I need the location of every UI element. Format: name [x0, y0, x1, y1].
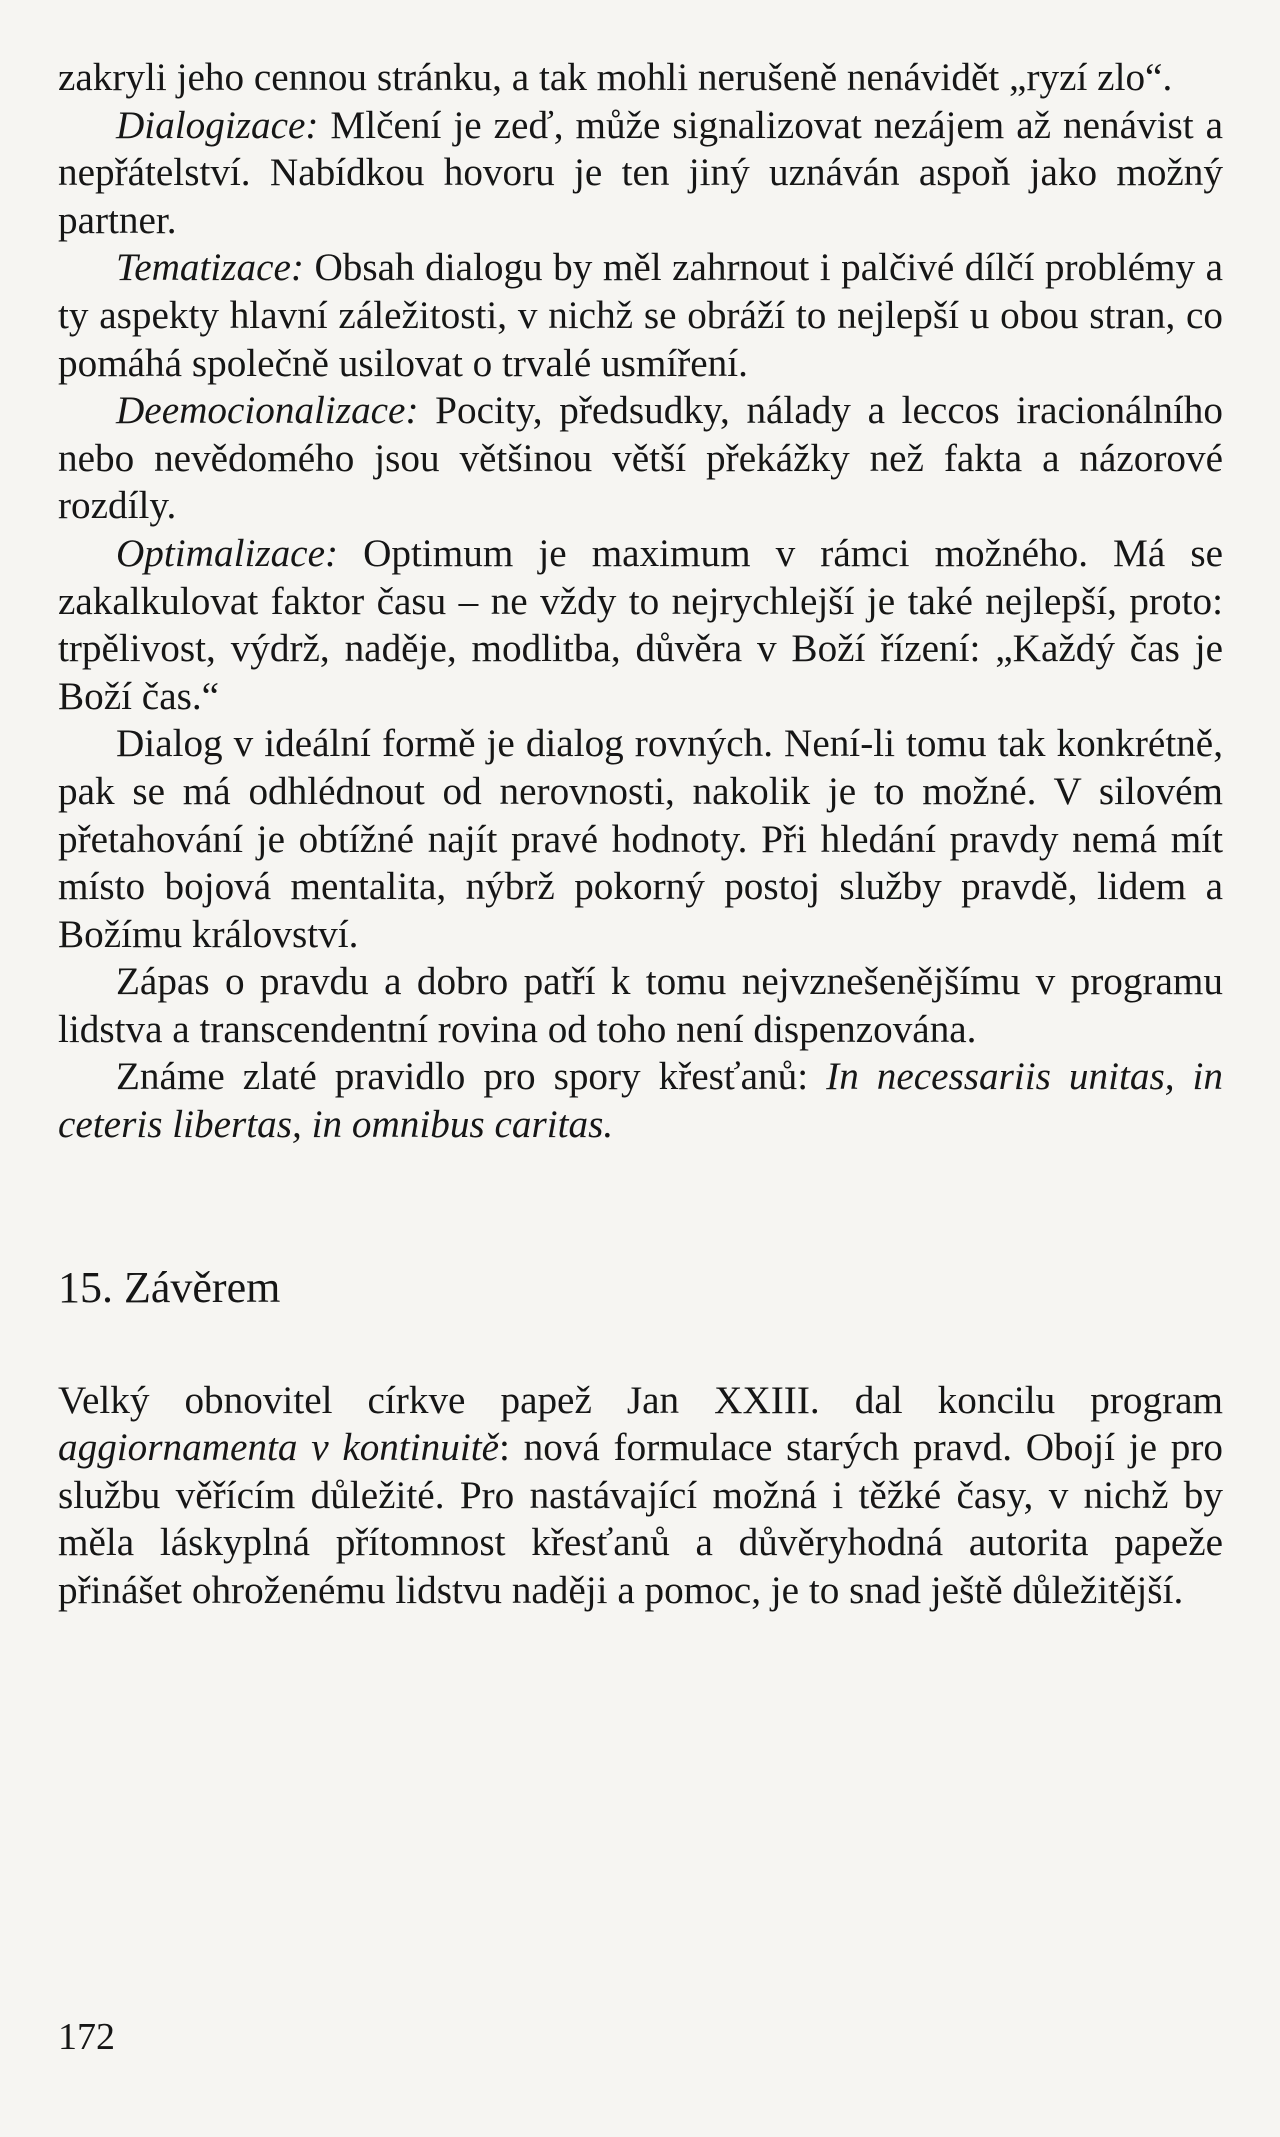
- chapter-paragraph: [58, 1377, 1223, 1615]
- chapter-heading: 15. Závěrem: [58, 1262, 281, 1312]
- paragraph-continuation: [58, 54, 1223, 102]
- paragraph-deemocionalizace: [58, 387, 1223, 530]
- paragraph-dialog: [58, 720, 1223, 958]
- paragraph-text: Obsah dialogu by měl zahrnout i palčivé dílčí problémy a ty aspekty hlavní záležitosti, v nichž se obráží to nejlepší u obou stran, co pomáhá společně usilovat o trvalé usmíření.: [58, 246, 1223, 385]
- chapter-text-b: : nová formulace starých pravd. Obojí je pro službu věřícím důležité. Pro nastávající možná i těžké časy, v nichž by měla láskyplná přítomnost křesťanů a důvěryhodná autorita papeže přinášet ohroženému lidstvu naději a pomoc, je to snad ještě důležitější.: [58, 1426, 1223, 1613]
- paragraph-dialogizace: [58, 102, 1223, 245]
- paragraph-text: zakryli jeho cennou stránku, a tak mohli nerušeně nenávidět „ryzí zlo“.: [58, 56, 1173, 99]
- paragraph-term: Dialogizace:: [116, 103, 319, 147]
- paragraph-text: Mlčení je zeď, může signalizovat nezájem až nenávist a nepřátelství. Nabídkou hovoru je ten jiný uznáván aspoň jako možný partner.: [58, 103, 1223, 242]
- paragraph-optimalizace: [58, 530, 1223, 720]
- page-number: 172: [58, 2016, 115, 2058]
- paragraph-text: Dialog v ideální formě je dialog rovných. Není-li tomu tak konkrétně, pak se má odhlédnout od nerovnosti, nakolik je to možné. V silovém přetahování je obtížné najít pravé hodnoty. Při hledání pravdy nemá mít místo bojová mentalita, nýbrž pokorný postoj služby pravdě, lidem a Božímu království.: [58, 722, 1223, 956]
- paragraph-text: Známe zlaté pravidlo pro spory křesťanů:: [116, 1055, 827, 1099]
- paragraph-tematizace: [58, 244, 1223, 387]
- paragraph-text: Optimum je maximum v rámci možného. Má se zakalkulovat faktor času – ne vždy to nejrychlejší je také nejlepší, proto: trpělivost, výdrž, naděje, modlitba, důvěra v Boží řízení: „Každý čas je Boží čas.“: [58, 531, 1223, 718]
- chapter-text-a: Velký obnovitel církve papež Jan XXIII. dal koncilu program: [58, 1378, 1223, 1422]
- paragraph-zapas: [58, 958, 1223, 1053]
- body-text: [58, 54, 1223, 1149]
- paragraph-term: Tematizace:: [116, 246, 304, 290]
- paragraph-text: Pocity, předsudky, nálady a leccos iracionálního nebo nevědomého jsou většinou větší překážky než fakta a názorové rozdíly.: [58, 389, 1223, 528]
- paragraph-term: Optimalizace:: [116, 531, 339, 575]
- latin-quote: In necessariis unitas, in ceteris libertas, in omnibus caritas.: [58, 1055, 1223, 1147]
- paragraph-term: Deemocionalizace:: [116, 389, 419, 433]
- chapter-italic-phrase: aggiornamenta v kontinuitě: [58, 1426, 500, 1470]
- paragraph-text: Zápas o pravdu a dobro patří k tomu nejvznešenějšímu v programu lidstva a transcendentní rovina od toho není dispenzována.: [58, 960, 1223, 1051]
- paragraph-pravidlo: [58, 1053, 1223, 1148]
